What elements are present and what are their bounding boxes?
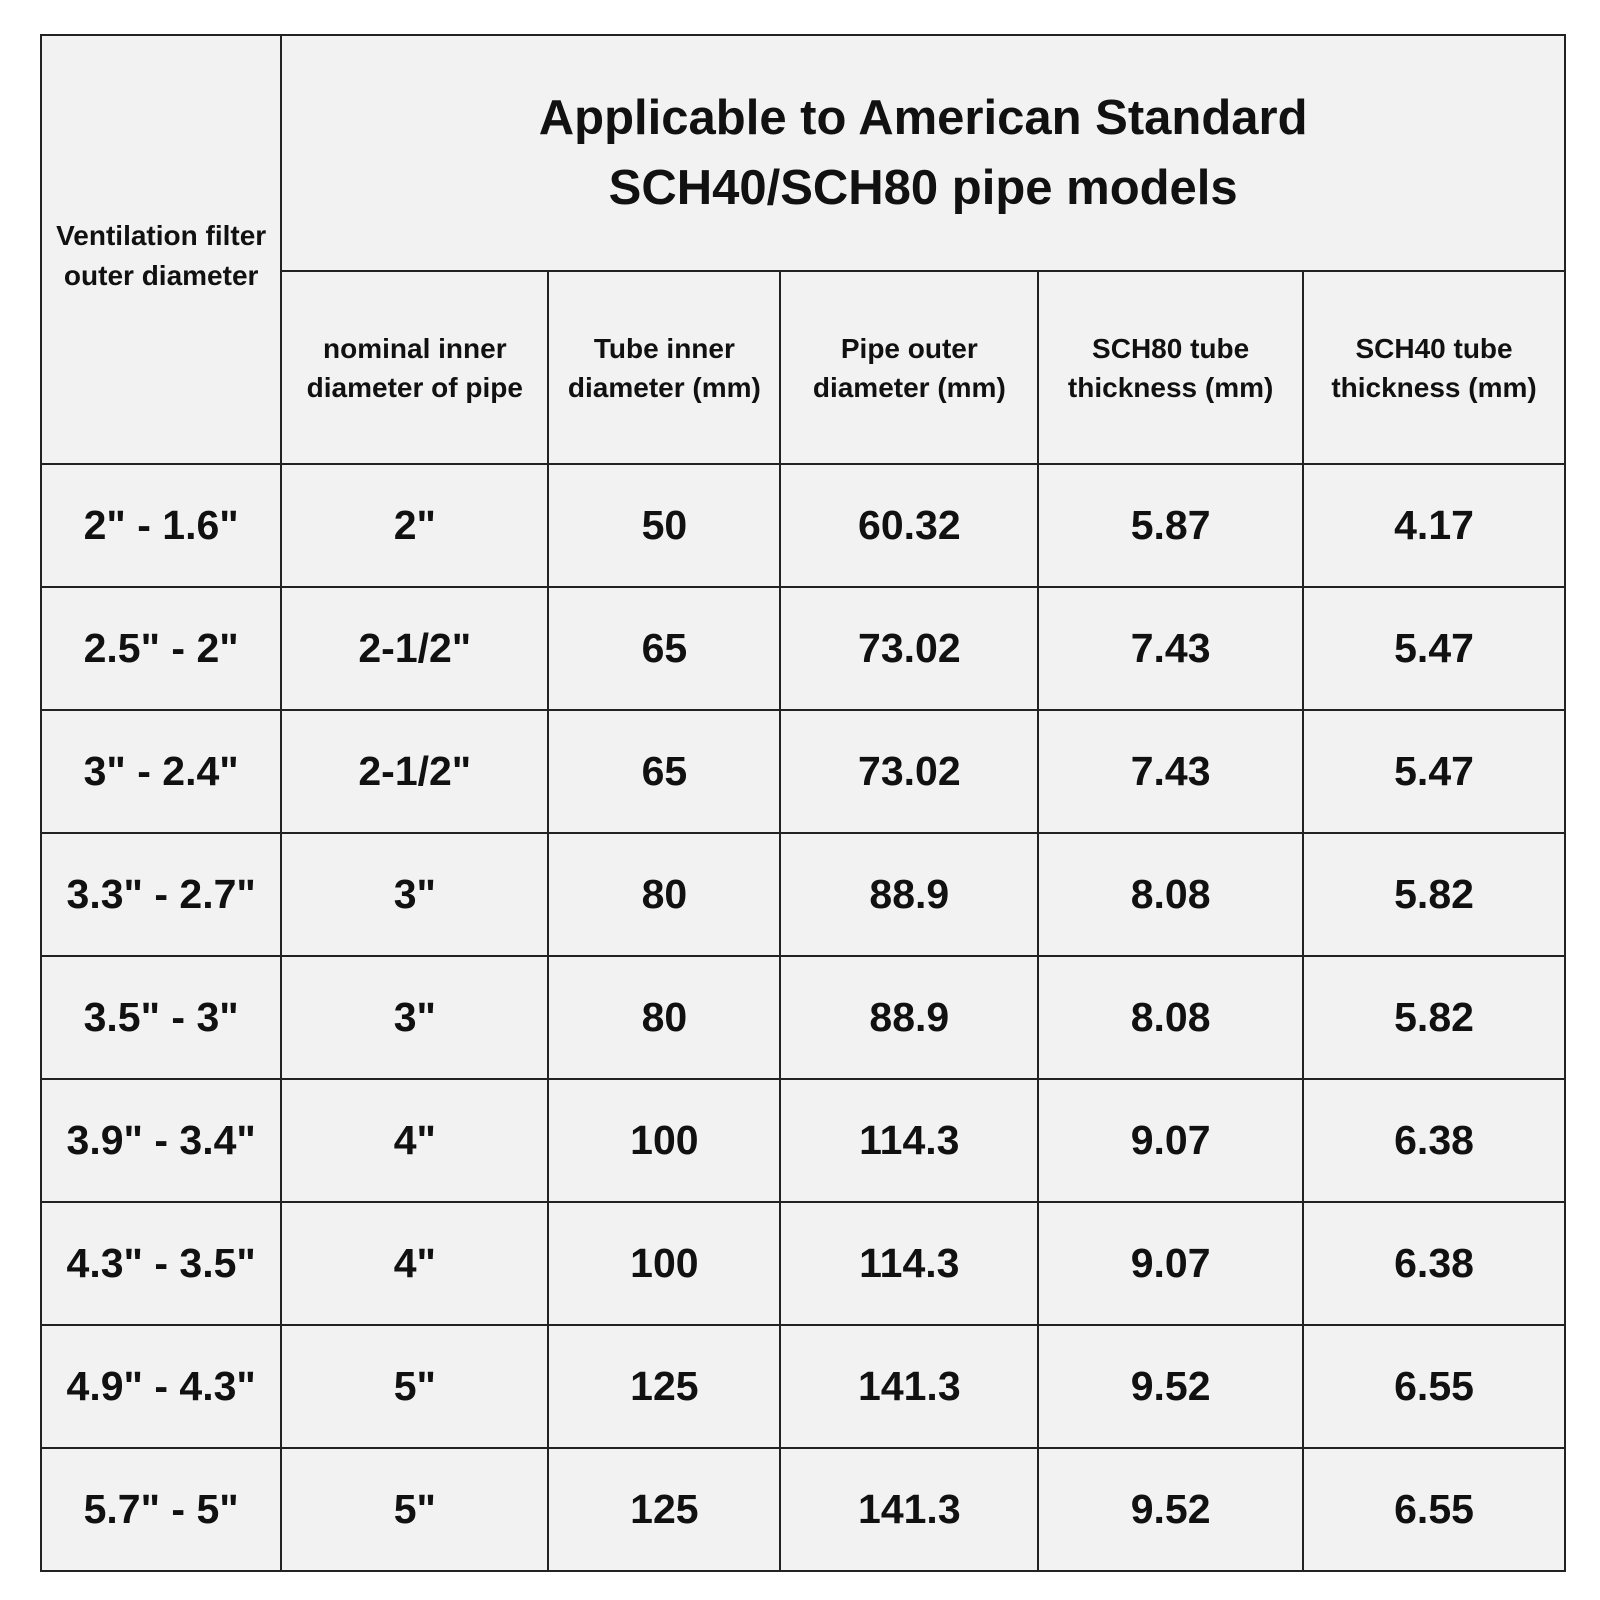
column-header-sch80-thickness <box>1038 271 1303 464</box>
sch40-thickness-cell: 5.82 <box>1303 956 1565 1079</box>
column-header-sch40-thickness <box>1303 271 1565 464</box>
pipe-outer-diameter-cell: 73.02 <box>780 587 1038 710</box>
pipe-size-table <box>40 34 1566 1572</box>
filter-diameter-cell: 3.9" - 3.4" <box>41 1079 281 1202</box>
sch40-thickness-cell: 6.55 <box>1303 1448 1565 1571</box>
nominal-diameter-cell: 3" <box>281 956 548 1079</box>
table-row <box>41 1325 1565 1448</box>
column-header-line1: SCH80 tube <box>1092 332 1250 364</box>
table-row <box>41 1448 1565 1571</box>
column-header-line2: thickness (mm) <box>1331 371 1537 403</box>
sch40-thickness-cell: 5.82 <box>1303 833 1565 956</box>
sch80-thickness-cell: 5.87 <box>1038 464 1303 587</box>
nominal-diameter-cell: 2-1/2" <box>281 587 548 710</box>
tube-inner-diameter-cell: 80 <box>548 956 780 1079</box>
filter-diameter-cell: 4.3" - 3.5" <box>41 1202 281 1325</box>
column-header-line2: thickness (mm) <box>1067 371 1274 403</box>
column-header-line2: diameter (mm) <box>812 371 1006 403</box>
filter-diameter-cell: 3.5" - 3" <box>41 956 281 1079</box>
pipe-outer-diameter-cell: 88.9 <box>780 833 1038 956</box>
table-row <box>41 1202 1565 1325</box>
sch40-thickness-cell: 6.38 <box>1303 1202 1565 1325</box>
tube-inner-diameter-cell: 80 <box>548 833 780 956</box>
title-line1: Applicable to American Standard <box>538 91 1308 145</box>
column-header-line2: diameter (mm) <box>567 371 761 403</box>
filter-diameter-cell: 5.7" - 5" <box>41 1448 281 1571</box>
corner-header-line2: outer diameter <box>63 260 259 291</box>
nominal-diameter-cell: 5" <box>281 1325 548 1448</box>
title-line2: SCH40/SCH80 pipe models <box>608 161 1238 215</box>
column-header-line1: nominal inner <box>323 332 507 364</box>
filter-diameter-cell: 2.5" - 2" <box>41 587 281 710</box>
title-row <box>41 35 1565 271</box>
pipe-outer-diameter-cell: 141.3 <box>780 1325 1038 1448</box>
table-row <box>41 1079 1565 1202</box>
column-header-line2: diameter of pipe <box>306 371 523 403</box>
filter-diameter-cell: 2" - 1.6" <box>41 464 281 587</box>
tube-inner-diameter-cell: 125 <box>548 1325 780 1448</box>
table-row <box>41 833 1565 956</box>
pipe-outer-diameter-cell: 114.3 <box>780 1079 1038 1202</box>
nominal-diameter-cell: 4" <box>281 1202 548 1325</box>
pipe-outer-diameter-cell: 114.3 <box>780 1202 1038 1325</box>
nominal-diameter-cell: 2" <box>281 464 548 587</box>
nominal-diameter-cell: 3" <box>281 833 548 956</box>
tube-inner-diameter-cell: 100 <box>548 1079 780 1202</box>
table-row <box>41 464 1565 587</box>
column-header-line1: Pipe outer <box>840 332 978 364</box>
sch40-thickness-cell: 5.47 <box>1303 587 1565 710</box>
nominal-diameter-cell: 4" <box>281 1079 548 1202</box>
sch40-thickness-cell: 5.47 <box>1303 710 1565 833</box>
column-header-line1: Tube inner <box>593 332 735 364</box>
filter-diameter-cell: 4.9" - 4.3" <box>41 1325 281 1448</box>
pipe-outer-diameter-cell: 88.9 <box>780 956 1038 1079</box>
sch80-thickness-cell: 7.43 <box>1038 710 1303 833</box>
sch80-thickness-cell: 9.07 <box>1038 1202 1303 1325</box>
nominal-diameter-cell: 5" <box>281 1448 548 1571</box>
nominal-diameter-cell: 2-1/2" <box>281 710 548 833</box>
pipe-outer-diameter-cell: 73.02 <box>780 710 1038 833</box>
tube-inner-diameter-cell: 65 <box>548 587 780 710</box>
filter-diameter-cell: 3.3" - 2.7" <box>41 833 281 956</box>
sch80-thickness-cell: 9.52 <box>1038 1325 1303 1448</box>
table-row <box>41 587 1565 710</box>
filter-diameter-cell: 3" - 2.4" <box>41 710 281 833</box>
corner-header-line1: Ventilation filter <box>56 220 267 251</box>
column-header-pipe-outer-diameter <box>780 271 1038 464</box>
tube-inner-diameter-cell: 65 <box>548 710 780 833</box>
sch80-thickness-cell: 7.43 <box>1038 587 1303 710</box>
sch80-thickness-cell: 8.08 <box>1038 956 1303 1079</box>
tube-inner-diameter-cell: 125 <box>548 1448 780 1571</box>
table-row <box>41 956 1565 1079</box>
column-header-line1: SCH40 tube <box>1355 332 1513 364</box>
column-header-tube-inner-diameter <box>548 271 780 464</box>
column-header-nominal-inner-diameter <box>281 271 548 464</box>
sch40-thickness-cell: 4.17 <box>1303 464 1565 587</box>
table-title <box>281 35 1565 271</box>
sch40-thickness-cell: 6.55 <box>1303 1325 1565 1448</box>
table-row <box>41 710 1565 833</box>
tube-inner-diameter-cell: 100 <box>548 1202 780 1325</box>
filter-outer-diameter-header <box>41 35 281 464</box>
sch80-thickness-cell: 8.08 <box>1038 833 1303 956</box>
sch40-thickness-cell: 6.38 <box>1303 1079 1565 1202</box>
sch80-thickness-cell: 9.07 <box>1038 1079 1303 1202</box>
pipe-outer-diameter-cell: 60.32 <box>780 464 1038 587</box>
tube-inner-diameter-cell: 50 <box>548 464 780 587</box>
sch80-thickness-cell: 9.52 <box>1038 1448 1303 1571</box>
pipe-outer-diameter-cell: 141.3 <box>780 1448 1038 1571</box>
